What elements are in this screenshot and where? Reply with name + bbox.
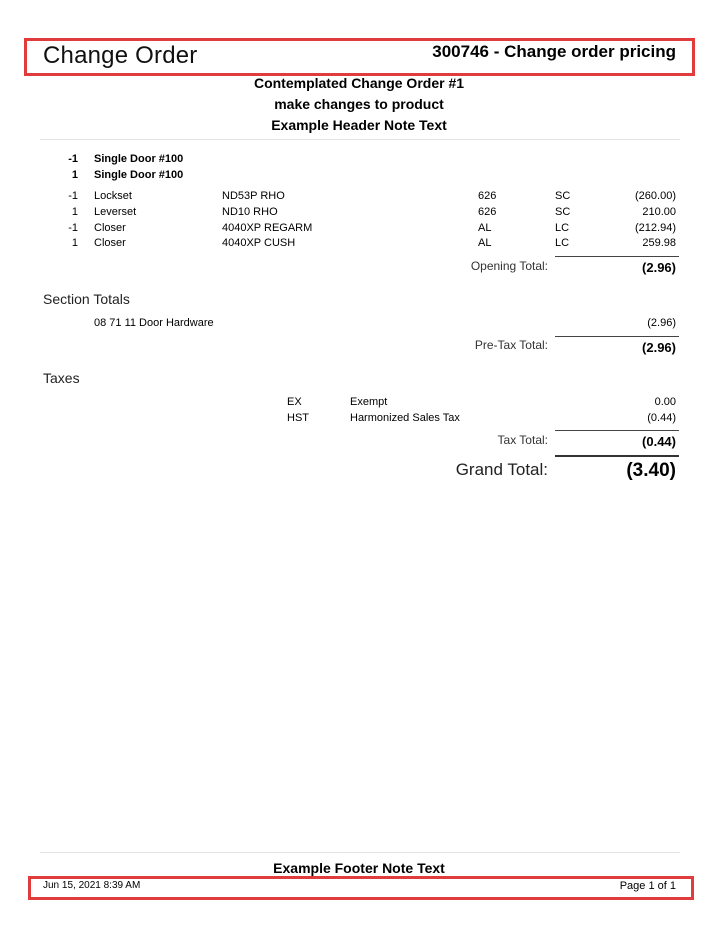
item-finish: 626	[478, 206, 497, 218]
opening-total-value: (2.96)	[642, 260, 676, 275]
opening-qty: -1	[68, 153, 78, 165]
item-manufacturer: LC	[555, 222, 570, 234]
section-row-amount: (2.96)	[647, 317, 676, 329]
page-number: Page 1 of 1	[619, 880, 676, 892]
item-description: Closer	[94, 237, 126, 249]
item-description: Leverset	[94, 206, 137, 218]
item-manufacturer: LC	[555, 237, 570, 249]
taxes-heading: Taxes	[43, 370, 80, 386]
subtitle-change-order-number: Contemplated Change Order #1	[253, 75, 465, 91]
opening-total-rule	[555, 256, 679, 257]
item-finish: AL	[478, 222, 492, 234]
item-amount: (260.00)	[635, 190, 676, 202]
opening-name: Single Door #100	[94, 153, 184, 165]
tax-code: HST	[287, 412, 309, 424]
pretax-total-rule	[555, 336, 679, 337]
pretax-total-label: Pre-Tax Total:	[474, 338, 548, 352]
tax-name: Harmonized Sales Tax	[350, 412, 460, 424]
item-amount: (212.94)	[635, 222, 676, 234]
tax-amount: 0.00	[654, 396, 676, 408]
grand-total-rule	[555, 455, 679, 457]
item-product: 4040XP CUSH	[222, 237, 296, 249]
tax-total-rule	[555, 430, 679, 431]
item-product: ND10 RHO	[222, 206, 278, 218]
tax-total-label: Tax Total:	[497, 433, 548, 447]
tax-code: EX	[287, 396, 302, 408]
section-row-name: 08 71 11 Door Hardware	[94, 317, 214, 329]
item-description: Lockset	[94, 190, 132, 202]
grand-total-label: Grand Total:	[455, 460, 548, 479]
opening-name: Single Door #100	[94, 169, 184, 181]
item-product: 4040XP REGARM	[222, 222, 313, 234]
item-amount: 210.00	[642, 206, 676, 218]
subtitle-description: make changes to product	[274, 96, 444, 112]
item-manufacturer: SC	[555, 206, 571, 218]
item-description: Closer	[94, 222, 126, 234]
tax-total-value: (0.44)	[642, 434, 676, 449]
item-finish: 626	[478, 190, 497, 202]
item-qty: 1	[71, 206, 78, 218]
opening-total-label: Opening Total:	[470, 259, 548, 273]
item-qty: -1	[68, 222, 78, 234]
footer-divider	[40, 852, 680, 853]
header-note: Example Header Note Text	[271, 117, 447, 133]
tax-name: Exempt	[350, 396, 388, 408]
grand-total-value: (3.40)	[626, 460, 676, 481]
item-amount: 259.98	[642, 237, 676, 249]
item-qty: -1	[68, 190, 78, 202]
pretax-total-value: (2.96)	[642, 340, 676, 355]
document-title: Change Order	[43, 42, 198, 69]
section-totals-heading: Section Totals	[43, 291, 130, 307]
item-qty: 1	[71, 237, 78, 249]
tax-amount: (0.44)	[647, 412, 676, 424]
header-divider	[40, 139, 680, 140]
item-finish: AL	[478, 237, 492, 249]
print-date: Jun 15, 2021 8:39 AM	[43, 880, 141, 891]
item-manufacturer: SC	[555, 190, 571, 202]
item-product: ND53P RHO	[222, 190, 285, 202]
document-reference: 300746 - Change order pricing	[432, 42, 676, 61]
footer-note: Example Footer Note Text	[273, 860, 445, 876]
opening-qty: 1	[71, 169, 78, 181]
